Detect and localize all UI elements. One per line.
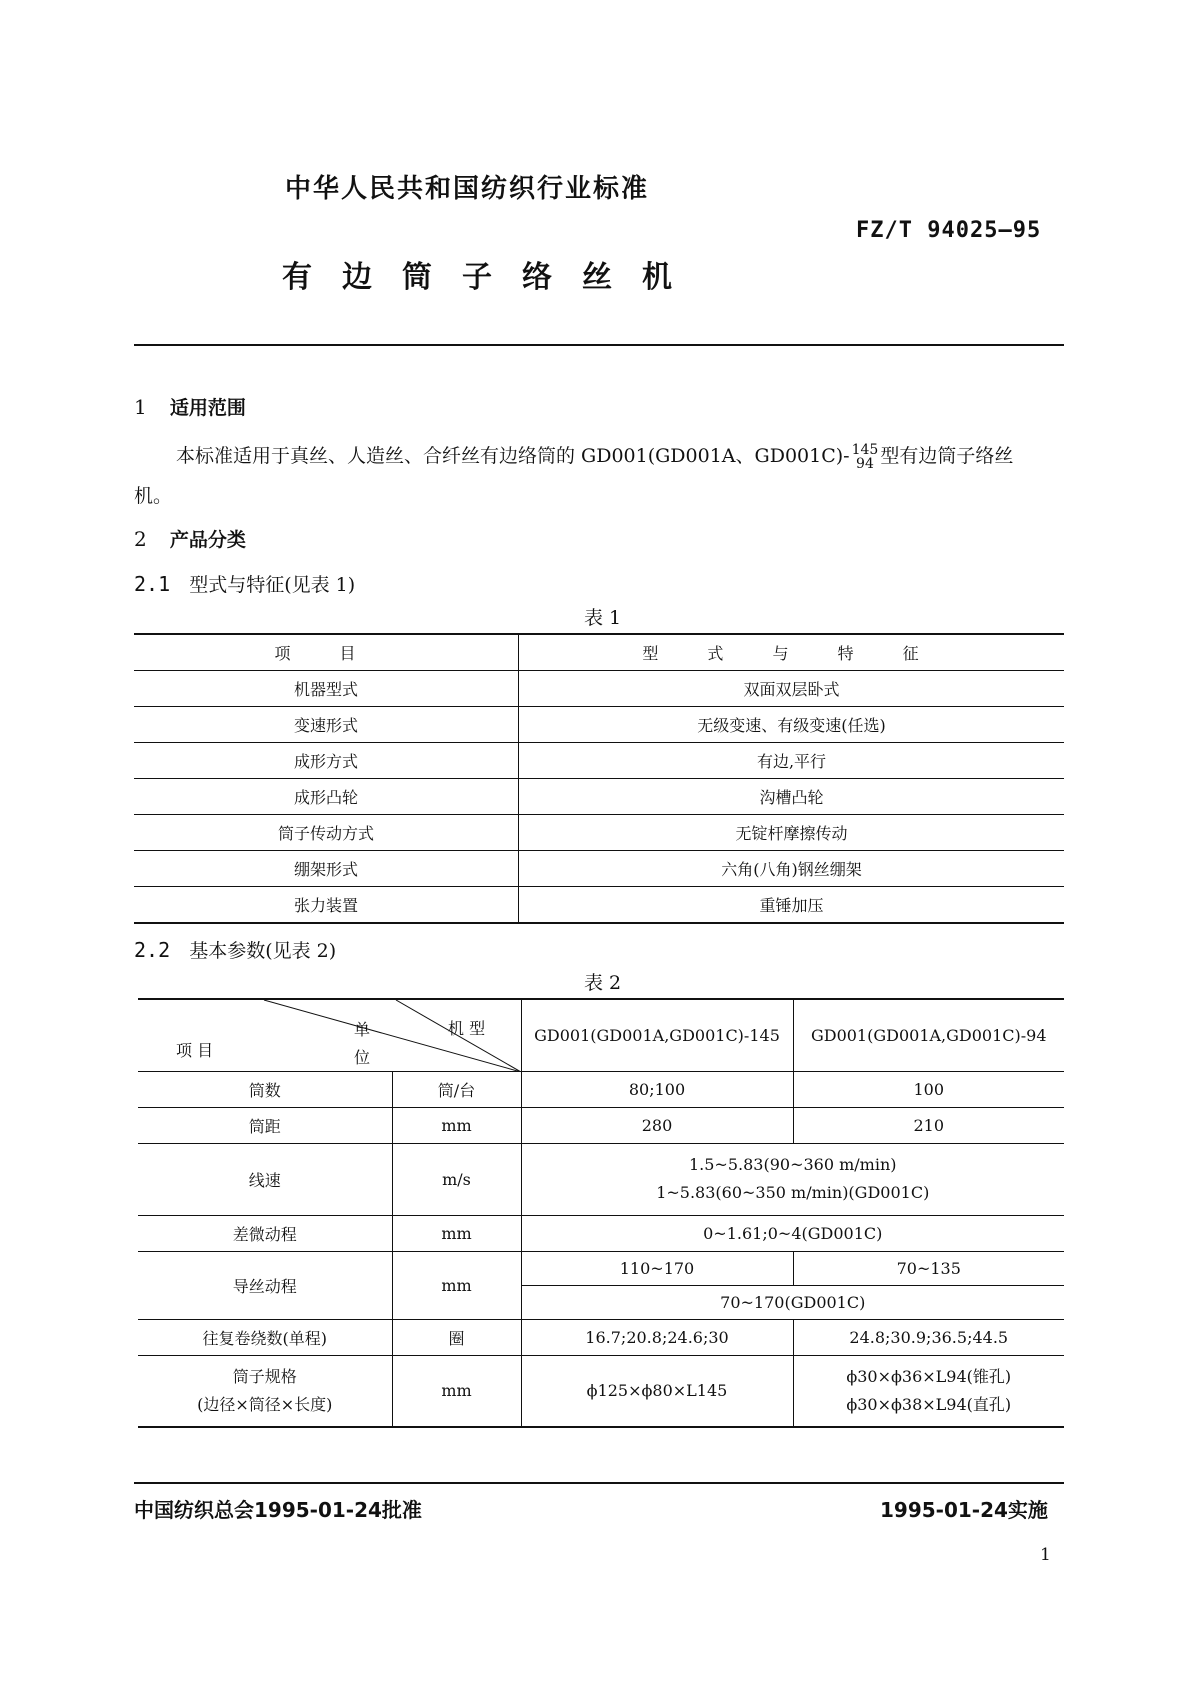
table-row xyxy=(134,707,1064,743)
head-unit-label: 单 位 xyxy=(354,1020,391,1067)
document-title: 有边筒子络丝机 xyxy=(282,260,702,295)
table-2-caption: 表 2 xyxy=(584,972,622,994)
table-row xyxy=(138,1107,1064,1143)
unit-cell: 圈 xyxy=(392,1319,521,1355)
standard-code: FZ/T 94025—95 xyxy=(856,218,1042,243)
item-cell: 差微动程 xyxy=(138,1215,392,1251)
table-row xyxy=(134,779,1064,815)
item-cell xyxy=(138,1355,392,1427)
value-line: ϕ30×ϕ38×L94(直孔) xyxy=(846,1394,1012,1414)
approval-line: 中国纺织总会1995-01-24批准 xyxy=(134,1498,422,1522)
table-row xyxy=(138,1251,1064,1285)
paragraph-text: 本标准适用于真丝、人造丝、合纤丝有边络筒的 GD001(GD001A、GD001C)- xyxy=(176,445,850,467)
diagonal-header-cell xyxy=(138,999,521,1071)
head-item-label: 项 目 xyxy=(176,1041,214,1060)
value-cell: 24.8;30.9;36.5;44.5 xyxy=(793,1319,1064,1355)
item-cell: 筒距 xyxy=(138,1107,392,1143)
value-cell: 80;100 xyxy=(521,1071,793,1107)
unit-cell: 筒/台 xyxy=(392,1071,521,1107)
head-model-label: 机 型 xyxy=(448,1019,486,1038)
section-title: 适用范围 xyxy=(169,397,246,419)
section-number: 2.2 xyxy=(134,938,171,962)
section-title: 型式与特征(见表 1) xyxy=(189,574,356,596)
table-2 xyxy=(138,998,1064,1428)
implementation-line: 1995-01-24实施 xyxy=(880,1498,1048,1522)
page-number: 1 xyxy=(1040,1545,1051,1565)
table-row xyxy=(134,671,1064,707)
item-cell: 成形方式 xyxy=(134,743,519,779)
value-cell: 16.7;20.8;24.6;30 xyxy=(521,1319,793,1355)
section-2-1-heading xyxy=(134,570,355,597)
table-row xyxy=(138,1355,1064,1427)
item-cell: 导丝动程 xyxy=(138,1251,392,1319)
value-cell: ϕ125×ϕ80×L145 xyxy=(521,1355,793,1427)
value-cell: 六角(八角)钢丝绷架 xyxy=(519,851,1065,887)
unit-cell: m/s xyxy=(392,1143,521,1215)
value-cell: 110~170 xyxy=(521,1251,793,1285)
paragraph-text: 型有边筒子络丝 xyxy=(880,445,1014,467)
value-cell: 无锭杆摩擦传动 xyxy=(519,815,1065,851)
model-header-145: GD001(GD001A,GD001C)-145 xyxy=(521,999,793,1071)
value-cell: 70~135 xyxy=(793,1251,1064,1285)
item-cell: 筒子传动方式 xyxy=(134,815,519,851)
section-title: 基本参数(见表 2) xyxy=(189,940,337,962)
item-cell: 机器型式 xyxy=(134,671,519,707)
section-number: 1 xyxy=(134,395,147,419)
unit-cell: mm xyxy=(392,1251,521,1319)
value-cell: 210 xyxy=(793,1107,1064,1143)
header-rule xyxy=(134,344,1064,346)
value-line: 1.5~5.83(90~360 m/min) xyxy=(688,1155,897,1174)
table-header-row xyxy=(134,634,1064,671)
value-cell: 100 xyxy=(793,1071,1064,1107)
value-line: 1~5.83(60~350 m/min)(GD001C) xyxy=(656,1183,930,1202)
section-2-heading xyxy=(134,525,246,552)
item-cell: 绷架形式 xyxy=(134,851,519,887)
item-line: (边径×筒径×长度) xyxy=(197,1394,333,1414)
section-1-heading xyxy=(134,393,246,420)
table-row xyxy=(134,851,1064,887)
value-cell xyxy=(793,1355,1064,1427)
item-cell: 线速 xyxy=(138,1143,392,1215)
section-title: 产品分类 xyxy=(169,529,246,551)
value-cell: 280 xyxy=(521,1107,793,1143)
unit-cell: mm xyxy=(392,1107,521,1143)
item-cell: 变速形式 xyxy=(134,707,519,743)
table-row xyxy=(134,887,1064,924)
table-row xyxy=(138,1143,1064,1215)
value-cell: 无级变速、有级变速(任选) xyxy=(519,707,1065,743)
item-cell: 张力装置 xyxy=(134,887,519,924)
section-1-paragraph xyxy=(176,436,1076,476)
merged-value-cell: 0~1.61;0~4(GD001C) xyxy=(521,1215,1064,1251)
table-row xyxy=(134,815,1064,851)
section-number: 2.1 xyxy=(134,572,171,596)
footer-rule xyxy=(134,1482,1064,1484)
section-number: 2 xyxy=(134,527,147,551)
org-title: 中华人民共和国纺织行业标准 xyxy=(285,174,650,204)
table-row xyxy=(138,1071,1064,1107)
model-fraction: 145 94 xyxy=(851,442,879,472)
table-row xyxy=(134,743,1064,779)
section-1-paragraph-cont: 机。 xyxy=(134,485,173,507)
item-cell: 往复卷绕数(单程) xyxy=(138,1319,392,1355)
item-cell: 筒数 xyxy=(138,1071,392,1107)
table-row xyxy=(138,1319,1064,1355)
item-line: 筒子规格 xyxy=(232,1366,297,1386)
table-1-caption: 表 1 xyxy=(584,607,622,629)
unit-cell: mm xyxy=(392,1215,521,1251)
value-cell: 双面双层卧式 xyxy=(519,671,1065,707)
value-line: ϕ30×ϕ36×L94(锥孔) xyxy=(846,1366,1012,1386)
header-cell: 型 式 与 特 征 xyxy=(519,634,1065,671)
model-header-94: GD001(GD001A,GD001C)-94 xyxy=(793,999,1064,1071)
section-2-2-heading xyxy=(134,936,336,963)
table-1 xyxy=(134,633,1064,924)
table-header-row xyxy=(138,999,1064,1071)
unit-cell: mm xyxy=(392,1355,521,1427)
value-cell: 重锤加压 xyxy=(759,896,824,915)
table-row xyxy=(138,1215,1064,1251)
header-cell: 项 目 xyxy=(134,634,519,671)
value-cell: 有边,平行 xyxy=(519,743,1065,779)
item-cell: 成形凸轮 xyxy=(134,779,519,815)
merged-value-cell xyxy=(521,1143,1064,1215)
merged-value-cell: 70~170(GD001C) xyxy=(521,1285,1064,1319)
value-cell: 沟槽凸轮 xyxy=(519,779,1065,815)
